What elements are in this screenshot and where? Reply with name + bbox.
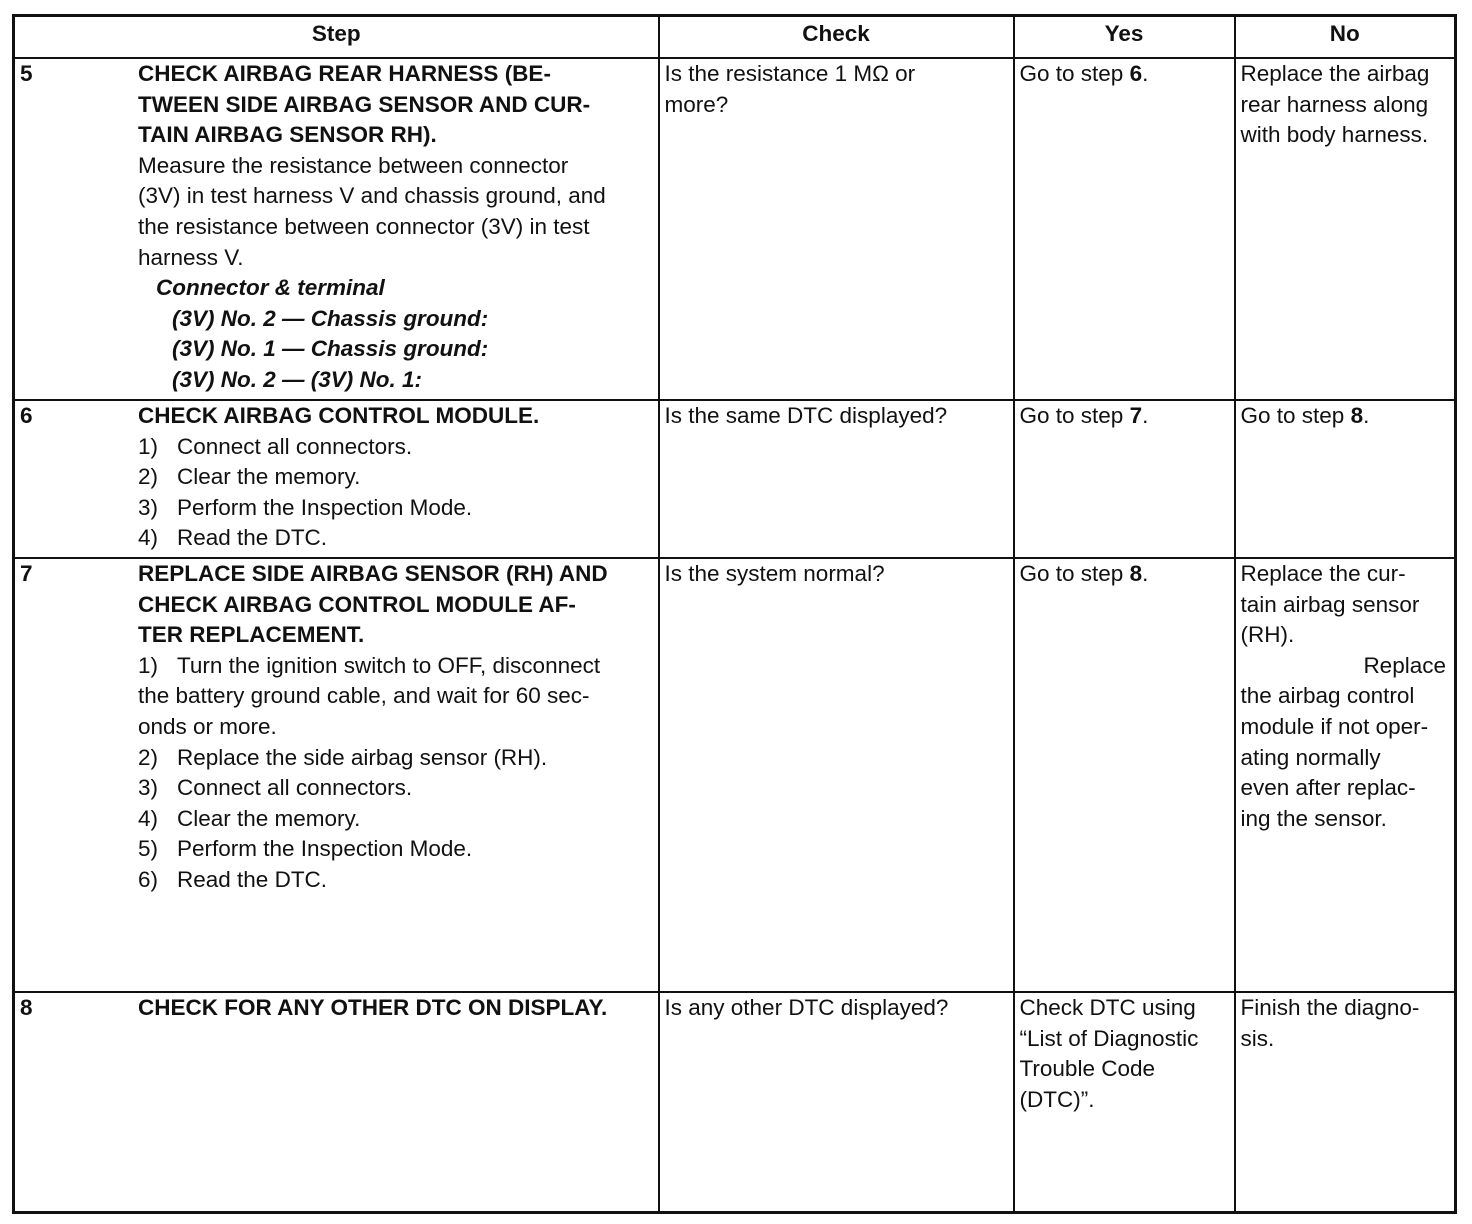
check-text-line: Is the same DTC displayed? — [664, 403, 948, 428]
step-cell — [14, 58, 659, 400]
step-text-line: Measure the resistance between connector — [138, 152, 569, 178]
step-title-line: TWEEN SIDE AIRBAG SENSOR AND CUR- — [138, 91, 591, 117]
step-title-line: CHECK AIRBAG REAR HARNESS (BE- — [138, 61, 551, 86]
list-item — [138, 523, 654, 554]
no-text-line: Replace the cur- — [1240, 561, 1406, 586]
header-row — [14, 16, 1456, 59]
check-cell — [659, 558, 1014, 992]
list-item-number: 2) — [138, 464, 159, 490]
step-cell — [14, 992, 659, 1212]
spec-title: Connector & terminal — [156, 275, 385, 301]
yes-text-line: Check DTC using — [1019, 995, 1196, 1020]
table-row-step-5 — [14, 58, 1456, 400]
check-text-line: Is any other DTC displayed? — [664, 995, 949, 1020]
step-title-line: TAIN AIRBAG SENSOR RH). — [138, 122, 437, 148]
list-item — [138, 743, 654, 774]
step-title-line: REPLACE SIDE AIRBAG SENSOR (RH) AND — [138, 561, 608, 586]
list-item — [138, 865, 654, 896]
list-item-text: Replace the side airbag sensor (RH). — [177, 744, 548, 770]
check-cell — [659, 992, 1014, 1212]
yes-text: Go to step — [1019, 61, 1130, 86]
yes-text-end: . — [1142, 61, 1149, 86]
list-item-text: Connect all connectors. — [177, 433, 413, 459]
step-title-line: TER REPLACEMENT. — [138, 622, 365, 648]
header-yes: Yes — [1014, 16, 1235, 59]
no-text-line: sis. — [1240, 1025, 1275, 1051]
yes-text: Go to step — [1019, 403, 1130, 428]
spec-line: (3V) No. 2 — Chassis ground: — [172, 305, 489, 331]
no-text-line: module if not oper- — [1240, 713, 1429, 739]
step-text-line: the resistance between connector (3V) in test — [138, 213, 590, 239]
yes-cell — [1014, 558, 1235, 992]
no-cell — [1235, 558, 1456, 992]
spec-line: (3V) No. 1 — Chassis ground: — [172, 336, 489, 362]
step-text-line: (3V) in test harness V and chassis ground, and — [138, 183, 606, 209]
no-text-line: tain airbag sensor — [1240, 591, 1420, 617]
no-text-end: . — [1363, 403, 1370, 428]
list-item — [138, 493, 654, 524]
list-item-number: 5) — [138, 836, 159, 862]
list-item-text-cont: the battery ground cable, and wait for 60 sec- — [138, 683, 590, 709]
header-no: No — [1235, 16, 1456, 59]
header-step: Step — [14, 16, 659, 59]
no-text-line: Finish the diagno- — [1240, 995, 1420, 1020]
no-cell — [1235, 58, 1456, 400]
spec-line: (3V) No. 2 — (3V) No. 1: — [172, 366, 423, 392]
step-number: 6 — [20, 403, 33, 428]
yes-step-ref: 7 — [1129, 403, 1143, 428]
list-item-number: 1) — [138, 652, 159, 678]
list-item — [138, 651, 654, 682]
yes-text: Go to step — [1019, 561, 1130, 586]
step-cell — [14, 558, 659, 992]
list-item — [138, 462, 654, 493]
yes-step-ref: 6 — [1129, 61, 1143, 86]
list-item-number: 4) — [138, 525, 159, 551]
check-text-line: Is the resistance 1 MΩ or — [664, 61, 916, 86]
check-text-line: more? — [664, 91, 729, 117]
step-title-line: CHECK FOR ANY OTHER DTC ON DISPLAY. — [138, 995, 608, 1020]
table-row-step-8 — [14, 992, 1456, 1212]
no-text-line: rear harness along — [1240, 91, 1429, 117]
yes-text-end: . — [1142, 403, 1149, 428]
list-item-text: Clear the memory. — [177, 464, 361, 490]
list-item-text: Perform the Inspection Mode. — [177, 494, 473, 520]
no-text-line: ating normally — [1240, 744, 1381, 770]
yes-cell — [1014, 58, 1235, 400]
no-text-line: Replace — [1363, 652, 1446, 678]
step-title-line: CHECK AIRBAG CONTROL MODULE. — [138, 403, 540, 428]
table-row-step-6 — [14, 400, 1456, 558]
yes-step-ref: 8 — [1129, 561, 1143, 586]
yes-text-line: (DTC)”. — [1019, 1086, 1095, 1112]
check-cell — [659, 400, 1014, 558]
list-item-text: Read the DTC. — [177, 866, 328, 892]
list-item — [138, 773, 654, 804]
yes-text-line: Trouble Code — [1019, 1056, 1155, 1082]
yes-cell — [1014, 400, 1235, 558]
table-row-step-7 — [14, 558, 1456, 992]
no-text-line: Replace the airbag — [1240, 61, 1430, 86]
list-item-number: 2) — [138, 744, 159, 770]
diagnostic-table — [12, 14, 1457, 1214]
list-item-number: 1) — [138, 433, 159, 459]
no-cell — [1235, 992, 1456, 1212]
list-item-text: Perform the Inspection Mode. — [177, 836, 473, 862]
no-text-line: (RH). — [1240, 622, 1295, 648]
step-title-line: CHECK AIRBAG CONTROL MODULE AF- — [138, 591, 576, 617]
yes-text-line: “List of Diagnostic — [1019, 1025, 1199, 1051]
step-text-line: harness V. — [138, 244, 244, 270]
list-item-number: 3) — [138, 494, 159, 520]
list-item-number: 4) — [138, 805, 159, 831]
list-item-number: 3) — [138, 775, 159, 801]
step-cell — [14, 400, 659, 558]
no-text-line: with body harness. — [1240, 122, 1429, 148]
no-step-ref: 8 — [1350, 403, 1364, 428]
list-item — [138, 804, 654, 835]
list-item-text: Turn the ignition switch to OFF, disconnect — [177, 652, 601, 678]
no-text-line: ing the sensor. — [1240, 805, 1387, 831]
list-item-text: Clear the memory. — [177, 805, 361, 831]
step-number: 7 — [20, 561, 33, 586]
yes-text-end: . — [1142, 561, 1149, 586]
no-text-line: even after replac- — [1240, 775, 1416, 801]
check-text-line: Is the system normal? — [664, 561, 885, 586]
no-cell — [1235, 400, 1456, 558]
step-number: 8 — [20, 995, 33, 1020]
list-item-number: 6) — [138, 866, 159, 892]
list-item-text-cont: onds or more. — [138, 713, 277, 739]
yes-cell — [1014, 992, 1235, 1212]
list-item — [138, 432, 654, 463]
list-item-text: Connect all connectors. — [177, 775, 413, 801]
check-cell — [659, 58, 1014, 400]
no-text-line: the airbag control — [1240, 683, 1415, 709]
step-number: 5 — [20, 61, 33, 86]
list-item — [138, 834, 654, 865]
no-text: Go to step — [1240, 403, 1351, 428]
list-item-text: Read the DTC. — [177, 525, 328, 551]
header-check: Check — [659, 16, 1014, 59]
